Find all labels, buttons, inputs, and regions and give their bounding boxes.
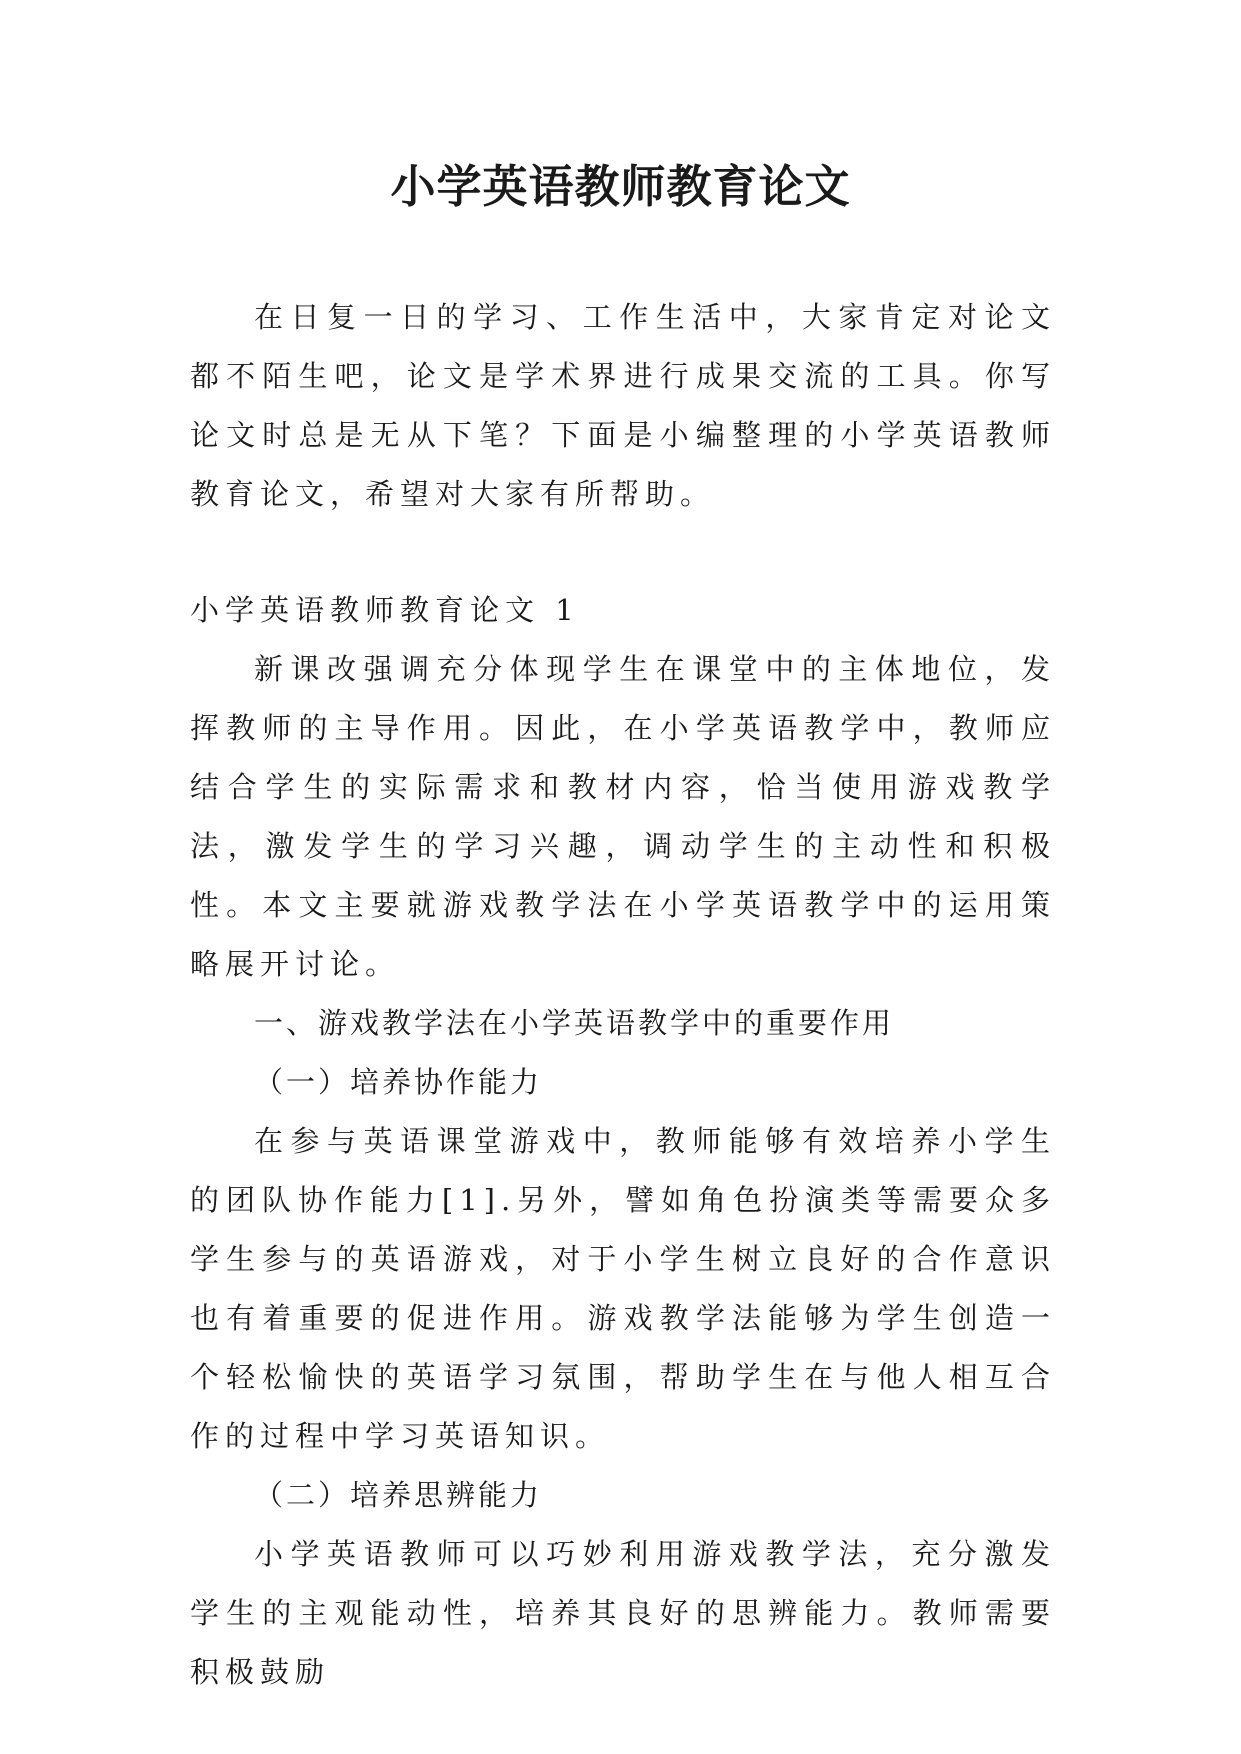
subheading-1: （一）培养协作能力 <box>254 1065 543 1099</box>
heading-1: 一、游戏教学法在小学英语教学中的重要作用 <box>254 1006 895 1040</box>
section-heading: 小学英语教师教育论文 1 <box>190 593 580 627</box>
body-paragraph-3: 小学英语教师可以巧妙利用游戏教学法，充分激发学生的主观能动性，培养其良好的思辨能力。教师需要积极鼓励 <box>190 1537 1056 1689</box>
body-paragraph-2: 在参与英语课堂游戏中，教师能够有效培养小学生的团队协作能力[1].另外，譬如角色扮演类等需要众多学生参与的英语游戏，对于小学生树立良好的合作意识也有着重要的促进作用。游戏教学法能够为学生创造一个轻松愉快的英语学习氛围，帮助学生在与他人相互合作的过程中学习英语知识。 <box>190 1124 1056 1453</box>
document-body <box>190 288 1056 1702</box>
subheading-2: （二）培养思辨能力 <box>254 1478 543 1512</box>
intro-paragraph: 在日复一日的学习、工作生活中，大家肯定对论文都不陌生吧，论文是学术界进行成果交流的工具。你写论文时总是无从下笔？下面是小编整理的小学英语教师教育论文，希望对大家有所帮助。 <box>190 300 1056 511</box>
document-title: 小学英语教师教育论文 <box>390 160 851 213</box>
body-paragraph-1: 新课改强调充分体现学生在课堂中的主体地位，发挥教师的主导作用。因此，在小学英语教学中，教师应结合学生的实际需求和教材内容，恰当使用游戏教学法，激发学生的学习兴趣，调动学生的主动性和积极性。本文主要就游戏教学法在小学英语教学中的运用策略展开讨论。 <box>190 652 1056 981</box>
